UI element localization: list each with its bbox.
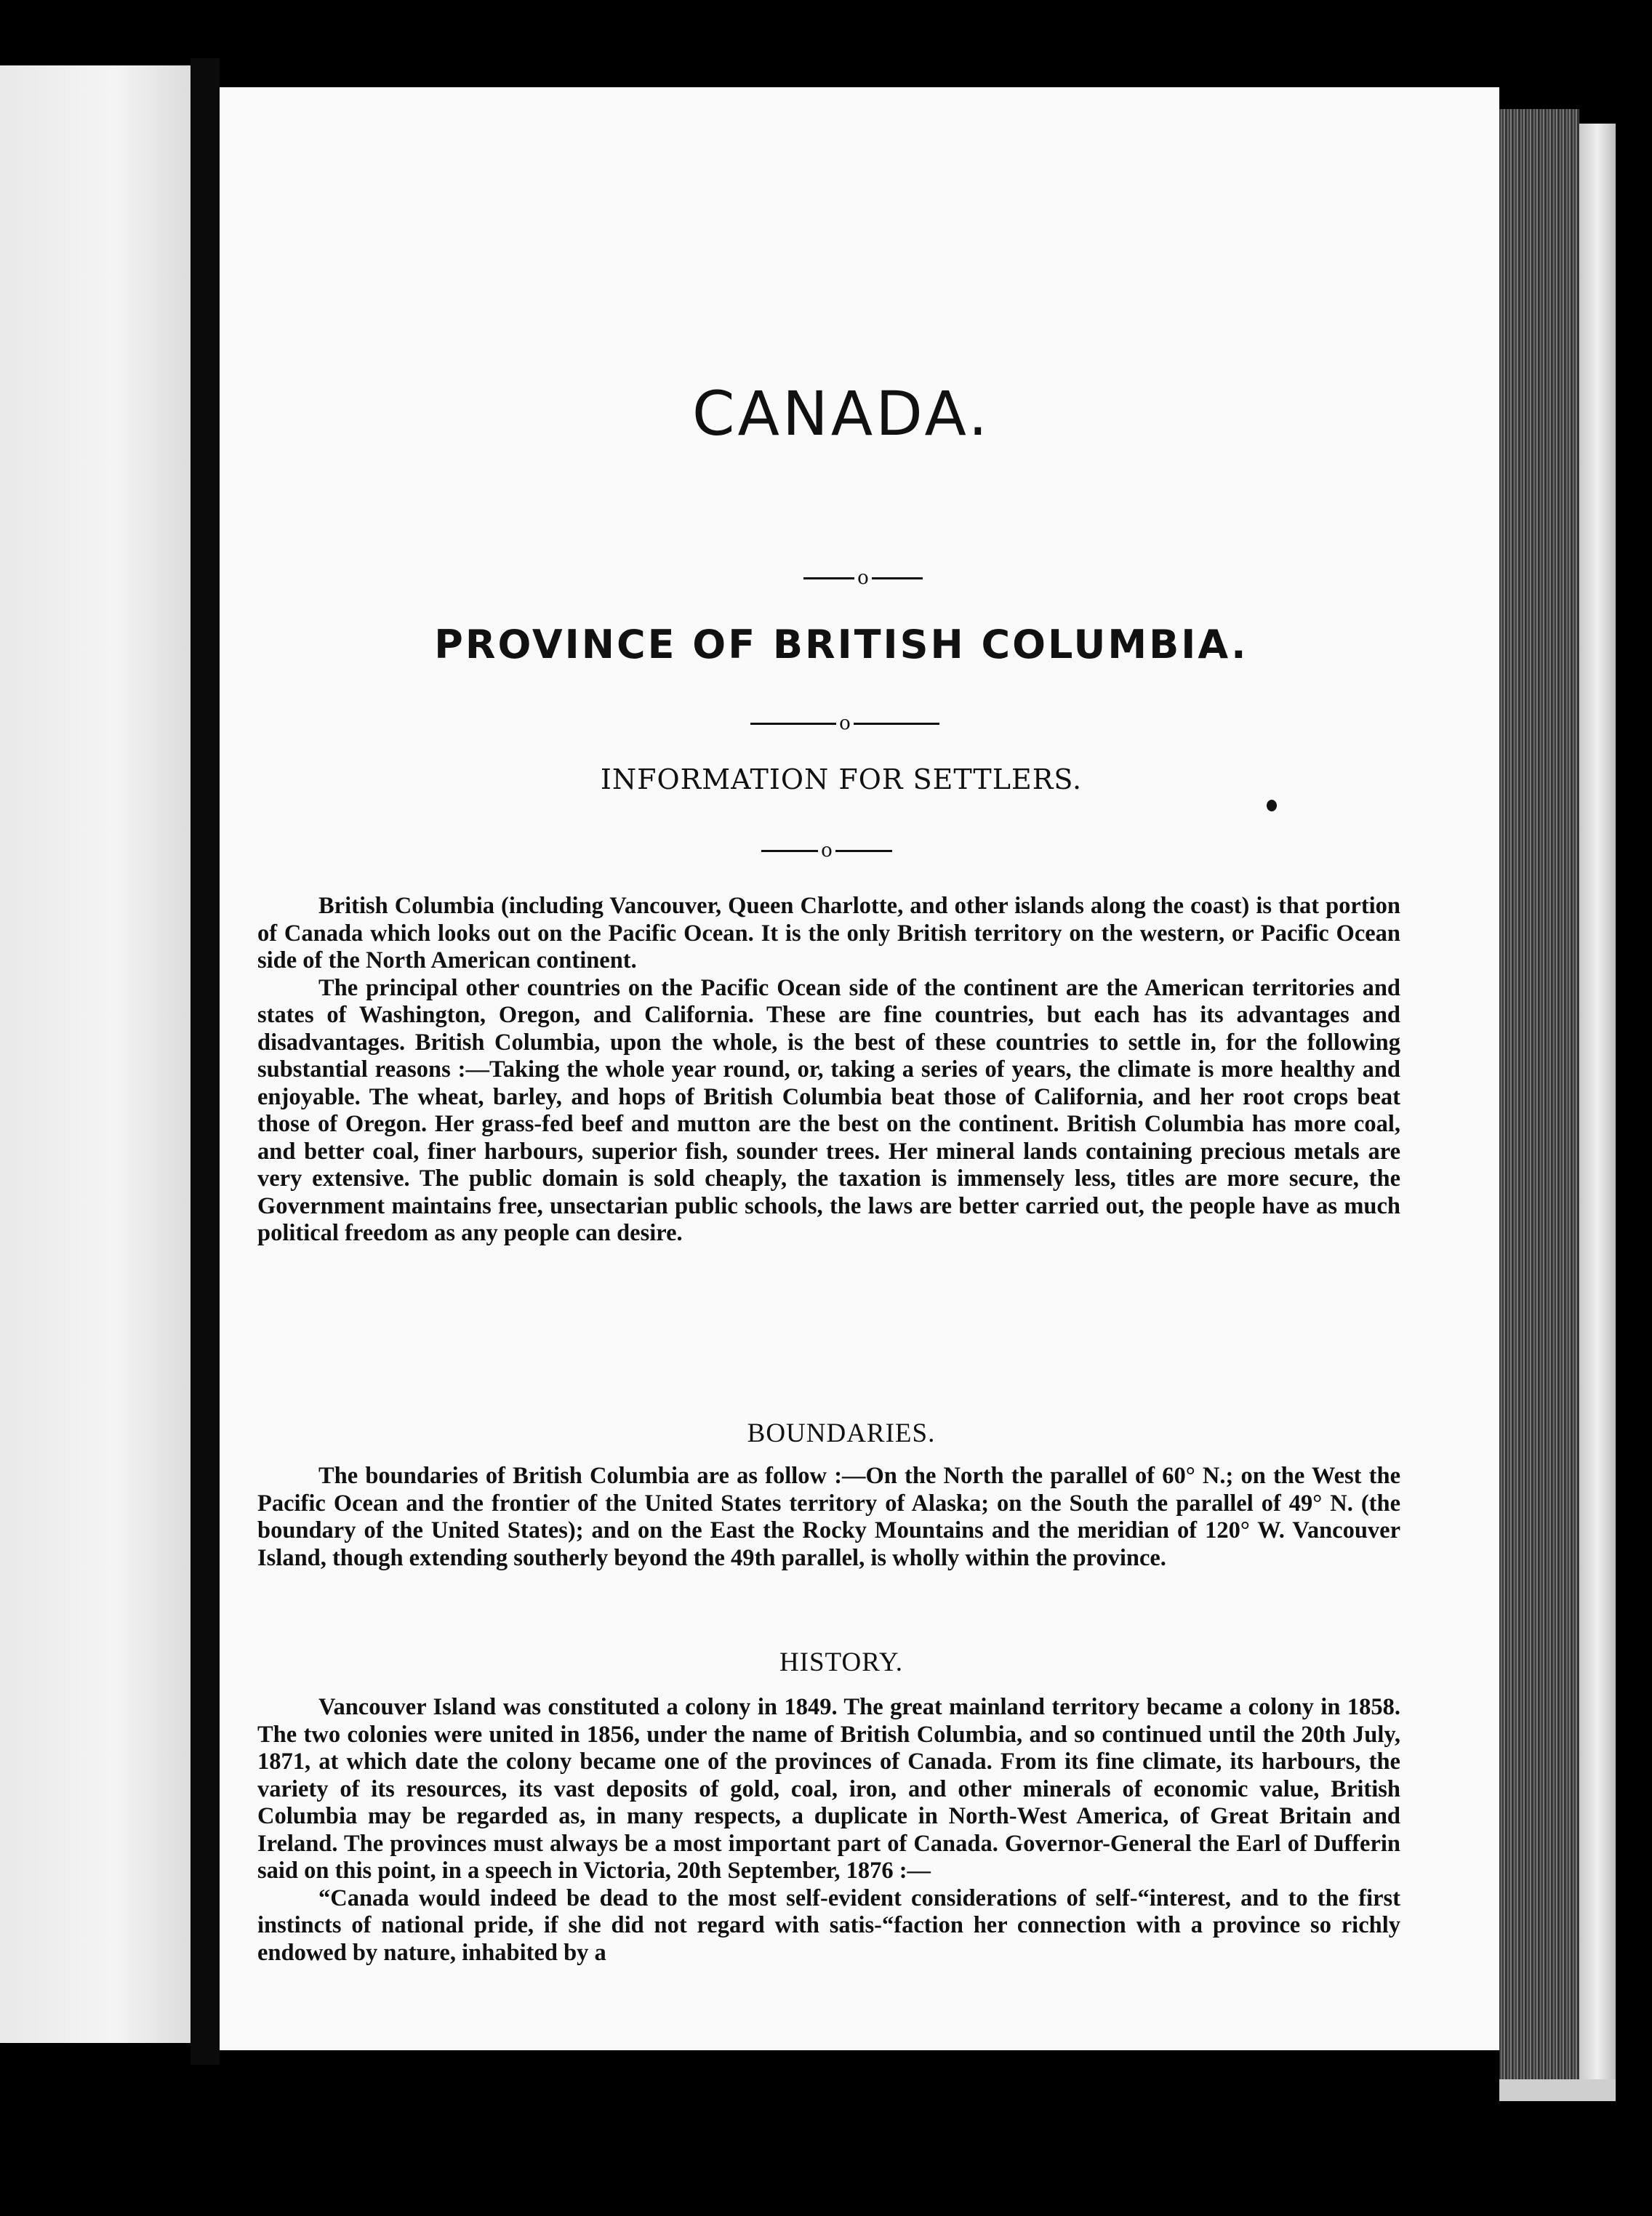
subtitle: INFORMATION FOR SETTLERS. bbox=[600, 763, 1083, 795]
ornamental-divider bbox=[801, 567, 925, 589]
ornamental-divider bbox=[743, 712, 947, 734]
ornamental-divider bbox=[758, 840, 896, 862]
intro-section bbox=[257, 893, 1400, 1248]
bottom-page-edge bbox=[1499, 2079, 1616, 2101]
history-paragraph: Vancouver Island was constituted a colony in 1849. The great mainland territory became a colony in 1858. The two colonies were united in 1856, under the name of British Columbia, and so continued until the 20th July, 1871, at which date the colony became one of the provinces of Canada. From its fine climate, its harbours, the variety of its resources, its vast deposits of gold, coal, iron, and other minerals of economic value, British Columbia may be regarded as, in many respects, a duplicate in North-West America, of Great Britain and Ireland. The provinces must always be a most important part of Canada. Governor-General the Earl of Dufferin said on this point, in a speech in Victoria, 20th September, 1876 :— bbox=[257, 1694, 1400, 1884]
history-section bbox=[257, 1694, 1400, 1967]
divider-mark: o bbox=[857, 567, 869, 589]
boundaries-heading: BOUNDARIES. bbox=[747, 1418, 936, 1448]
divider-rule bbox=[854, 723, 939, 725]
divider-rule bbox=[835, 850, 892, 852]
back-cover-edge bbox=[1579, 124, 1616, 2101]
print-speck bbox=[1267, 800, 1277, 811]
page-title: CANADA. bbox=[691, 378, 991, 449]
divider-mark: o bbox=[839, 712, 851, 734]
divider-rule bbox=[761, 850, 818, 852]
history-heading: HISTORY. bbox=[779, 1647, 904, 1677]
divider-rule bbox=[750, 723, 836, 725]
divider-mark: o bbox=[821, 840, 833, 862]
province-heading: PROVINCE OF BRITISH COLUMBIA. bbox=[434, 622, 1248, 667]
book-gutter bbox=[191, 58, 220, 2065]
boundaries-section bbox=[257, 1463, 1400, 1572]
divider-rule bbox=[872, 577, 923, 579]
intro-paragraph: British Columbia (including Vancouver, Queen Charlotte, and other islands along the coast) is that portion of Canada which looks out on the Pacific Ocean. It is the only British territory on the western, or Pacific Ocean side of the North American continent. bbox=[257, 893, 1400, 973]
left-facing-page bbox=[0, 65, 191, 2043]
document-page bbox=[220, 87, 1499, 2050]
page-edges bbox=[1499, 109, 1579, 2094]
boundaries-paragraph: The boundaries of British Columbia are as follow :—On the North the parallel of 60° N.; on the West the Pacific Ocean and the frontier of the United States territory of Alaska; on the South the parallel of 49° N. (the boundary of the United States); and on the East the Rocky Mountains and the meridian of 120° W. Vancouver Island, though extending southerly beyond the 49th parallel, is wholly within the province. bbox=[257, 1463, 1400, 1571]
intro-paragraph: The principal other countries on the Pacific Ocean side of the continent are the American territories and states of Washington, Oregon, and California. These are fine countries, but each has its advantages and disadvantages. British Columbia, upon the whole, is the best of these countries to settle in, for the following substantial reasons :—Taking the whole year round, or, taking a series of years, the climate is more healthy and enjoyable. The wheat, barley, and hops of British Columbia beat those of California, and her root crops beat those of Oregon. Her grass-fed beef and mutton are the best on the continent. British Columbia has more coal, and better coal, finer harbours, superior fish, sounder trees. Her mineral lands containing precious metals are very extensive. The public domain is sold cheaply, the taxation is immensely less, titles are more secure, the Government maintains free, unsectarian public schools, the laws are better carried out, the people have as much political freedom as any people can desire. bbox=[257, 974, 1400, 1246]
history-quote: “Canada would indeed be dead to the most self-evident considerations of self-“interest, and to the first instincts of national pride, if she did not regard with satis-“faction her connection with a province so richly endowed by nature, inhabited by a bbox=[257, 1884, 1400, 1966]
divider-rule bbox=[803, 577, 854, 579]
